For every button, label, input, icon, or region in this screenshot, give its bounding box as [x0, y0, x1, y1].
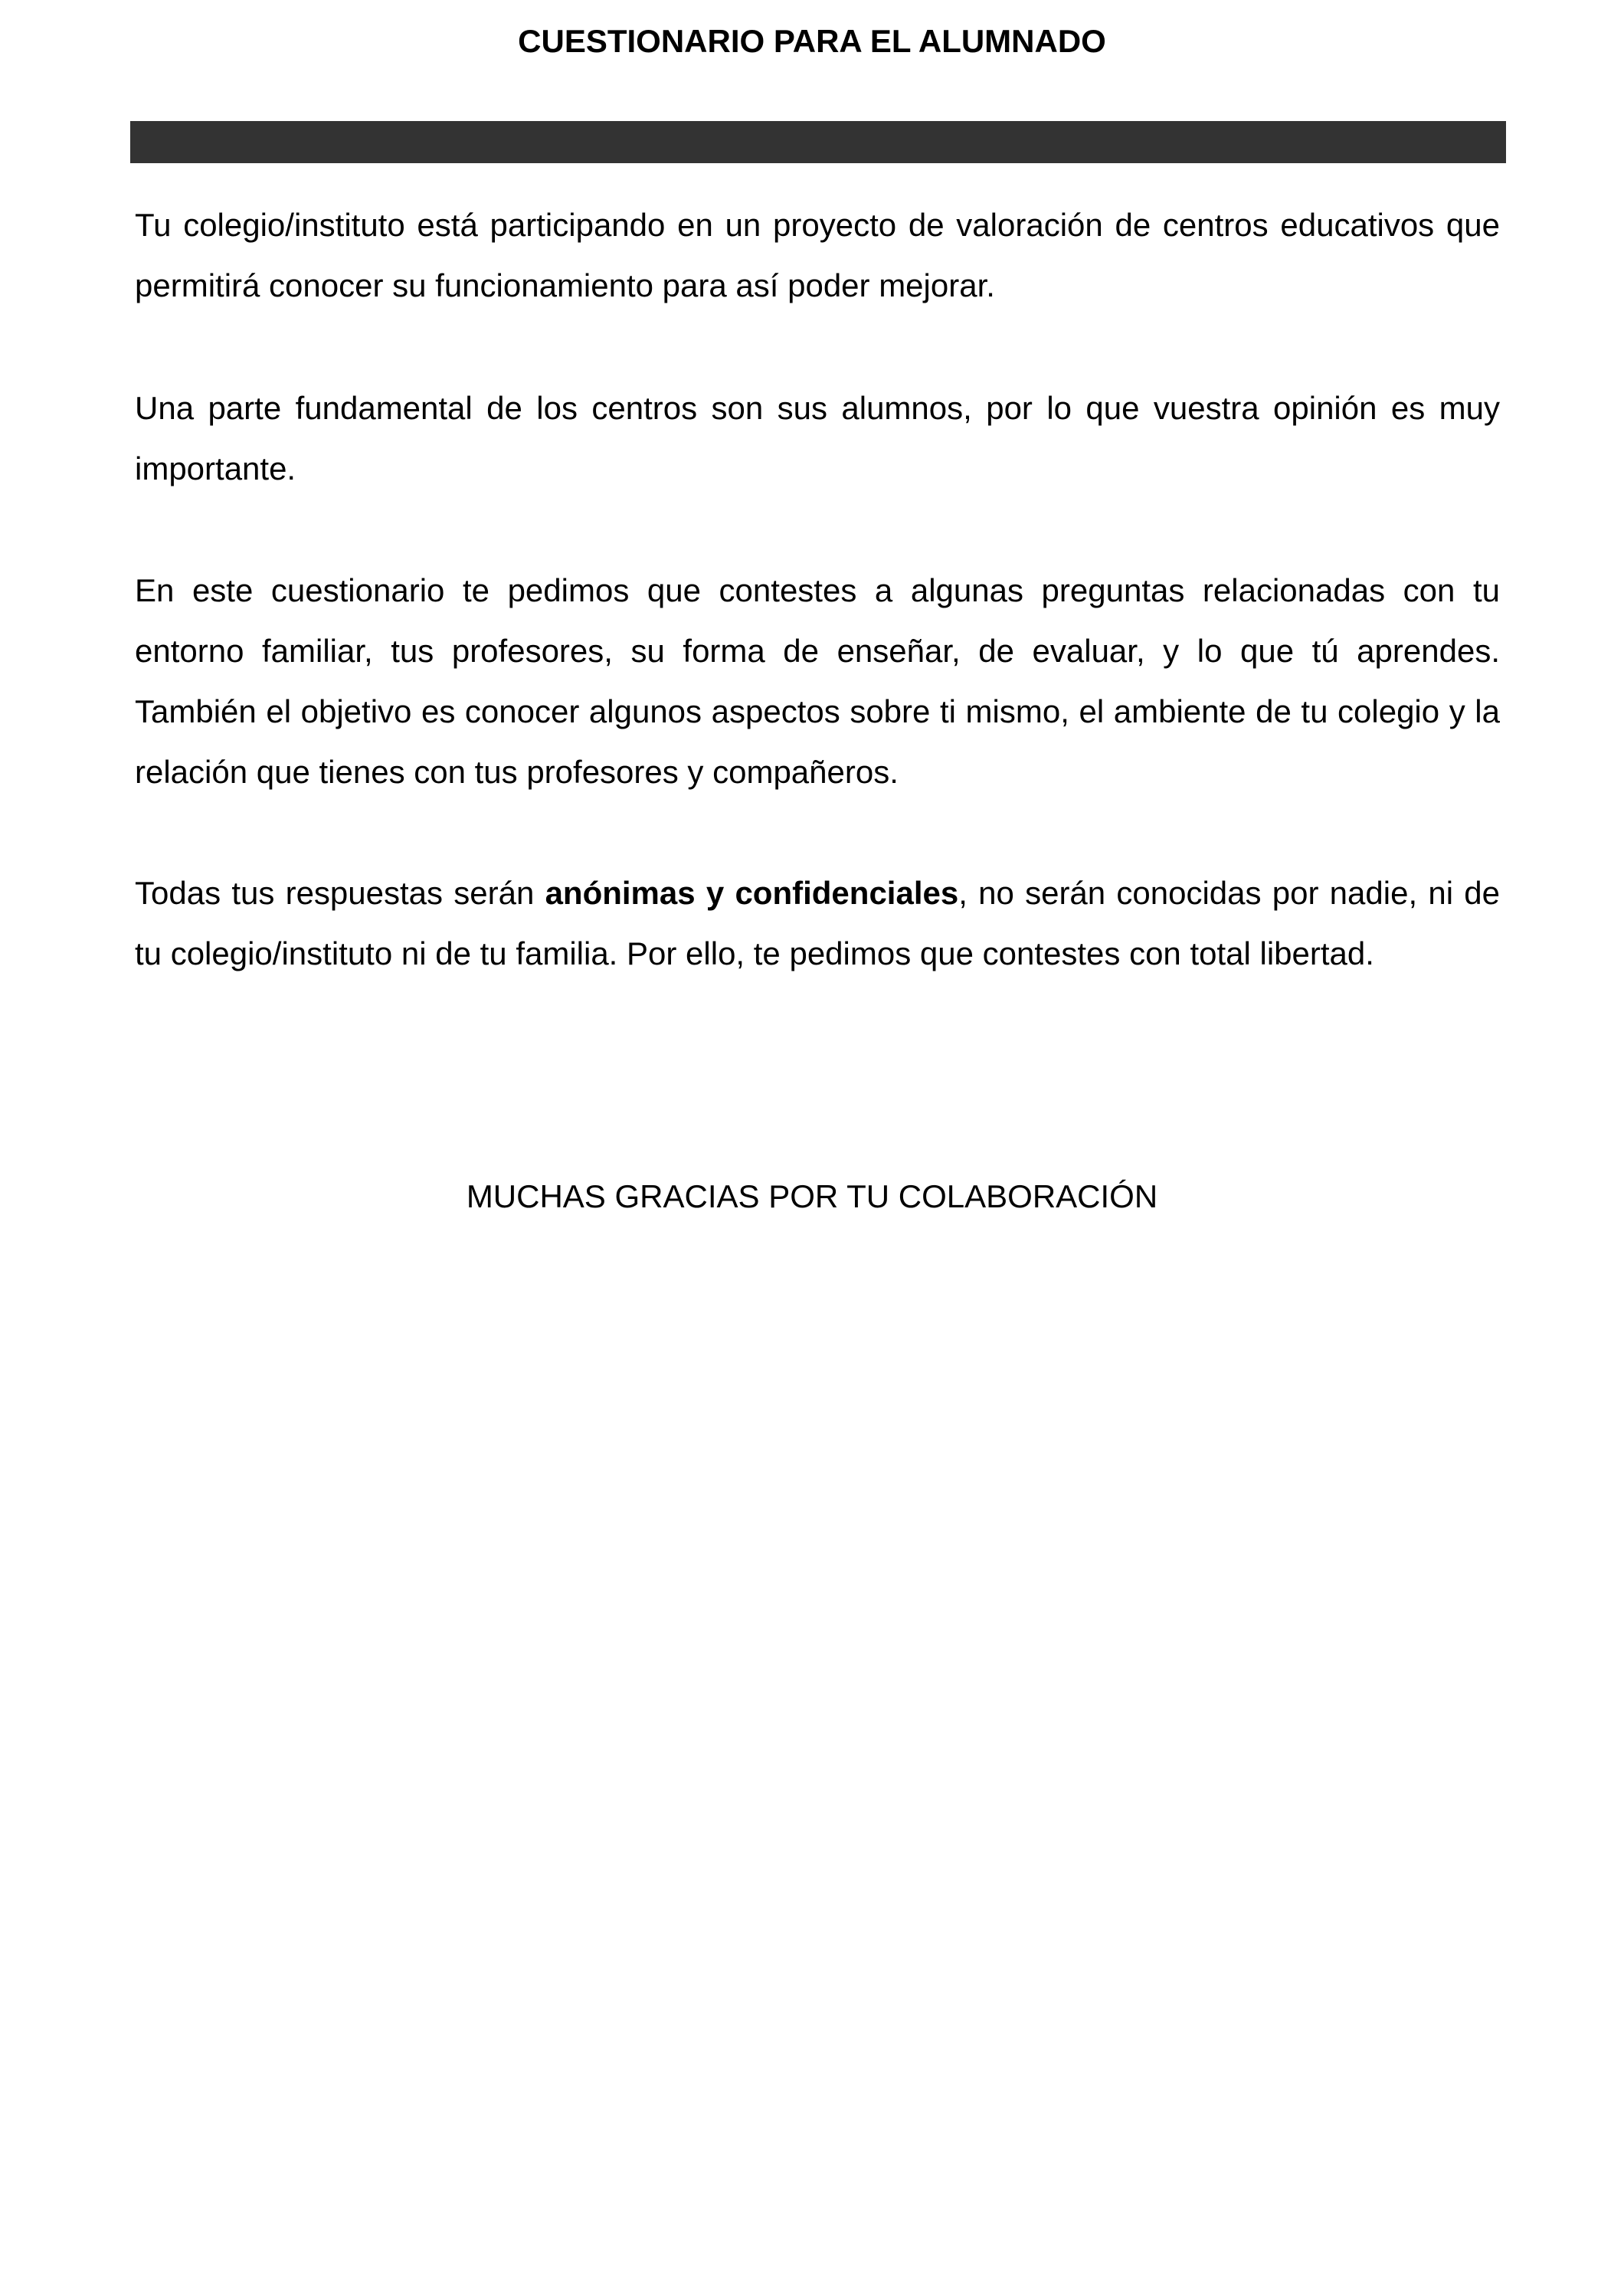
questionnaire-paragraph: En este cuestionario te pedimos que contestes a algunas preguntas relacionadas con tu entorno familiar, tus profesores, su forma de enseñar, de evaluar, y lo que tú aprendes. También el objetivo es conocer algunos aspectos sobre ti mismo, el ambiente de tu colegio y la relación que tienes con tus profesores y compañeros.	[135, 572, 1500, 790]
confidentiality-text-before: Todas tus respuestas serán	[135, 875, 545, 911]
header-bar	[130, 121, 1506, 163]
confidentiality-text-after: , no serán conocidas por nadie, ni de tu colegio/instituto ni de tu familia. Por ello, te pedimos que contestes con total libertad.	[135, 875, 1500, 971]
students-paragraph: Una parte fundamental de los centros son sus alumnos, por lo que vuestra opinión es muy importante.	[135, 390, 1500, 486]
confidentiality-emphasis: anónimas y confidenciales	[545, 875, 959, 911]
confidentiality-paragraph	[135, 863, 1500, 984]
closing-message: MUCHAS GRACIAS POR TU COLABORACIÓN	[466, 1178, 1158, 1214]
page-title: CUESTIONARIO PARA EL ALUMNADO	[518, 23, 1106, 59]
intro-paragraph: Tu colegio/instituto está participando en un proyecto de valoración de centros educativos que permitirá conocer su funcionamiento para así poder mejorar.	[135, 207, 1500, 303]
